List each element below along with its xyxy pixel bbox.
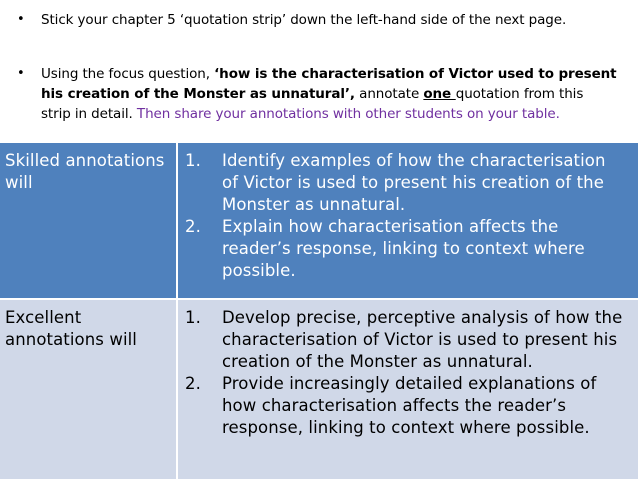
focus-question: ‘how is the characterisation of Victor used to present [214, 66, 617, 82]
item-line: Monster as unnatural. [222, 195, 406, 214]
criteria-list [185, 150, 635, 282]
bullet-marker: • [17, 66, 25, 81]
row-label-line: Skilled annotations [5, 151, 165, 170]
item-line: of Victor is used to present his creation of the [222, 173, 604, 192]
item-line: creation of the Monster as unnatural. [222, 352, 533, 371]
row-label-line: annotations will [5, 330, 137, 349]
bullet-text-plain: Using the focus question, [41, 66, 215, 82]
bullet-line [41, 64, 631, 84]
item-line: possible. [222, 261, 296, 280]
share-instruction: Then share your annotations with other students on your table. [132, 106, 560, 122]
bullet-text-plain: quotation from this [455, 86, 584, 102]
item-line: characterisation of Victor is used to present his [222, 330, 618, 349]
item-number: 1. [185, 308, 201, 327]
criteria-item [185, 307, 635, 373]
criteria-item [185, 373, 635, 439]
emphasis-one: one [423, 86, 456, 102]
row-label [5, 307, 137, 351]
item-line: Develop precise, perceptive analysis of how the [222, 308, 623, 327]
bullet-text-plain: strip in detail. [41, 106, 133, 122]
bullet-marker: • [17, 12, 25, 27]
focus-question: his creation of the Monster as unnatural’, [41, 86, 355, 102]
item-number: 2. [185, 374, 201, 393]
item-line: Identify examples of how the characterisation [222, 151, 606, 170]
bullet-text [41, 10, 631, 30]
row-label-line: will [5, 173, 33, 192]
bullet-line: Stick your chapter 5 ‘quotation strip’ down the left-hand side of the next page. [41, 12, 567, 28]
row-label [5, 150, 164, 194]
bullet-text-plain: annotate [354, 86, 424, 102]
item-number: 1. [185, 151, 201, 170]
item-line: Provide increasingly detailed explanations of [222, 374, 597, 393]
item-number: 2. [185, 217, 201, 236]
row-label-cell [0, 300, 176, 479]
criteria-item [185, 150, 635, 216]
table-row-skilled [0, 143, 638, 298]
table-row-excellent [0, 300, 638, 479]
item-line: Explain how characterisation affects the [222, 217, 559, 236]
criteria-item [185, 216, 635, 282]
item-line: response, linking to context where possible. [222, 418, 590, 437]
row-criteria-cell [178, 143, 638, 298]
row-label-line: Excellent [5, 308, 82, 327]
criteria-table [0, 143, 638, 479]
item-line: reader’s response, linking to context where [222, 239, 585, 258]
row-label-cell [0, 143, 176, 298]
bullet-text [41, 64, 631, 124]
item-line: how characterisation affects the reader’s [222, 396, 567, 415]
bullet-line [41, 104, 631, 124]
bullet-line [41, 84, 631, 104]
criteria-list [185, 307, 635, 439]
row-criteria-cell [178, 300, 638, 479]
